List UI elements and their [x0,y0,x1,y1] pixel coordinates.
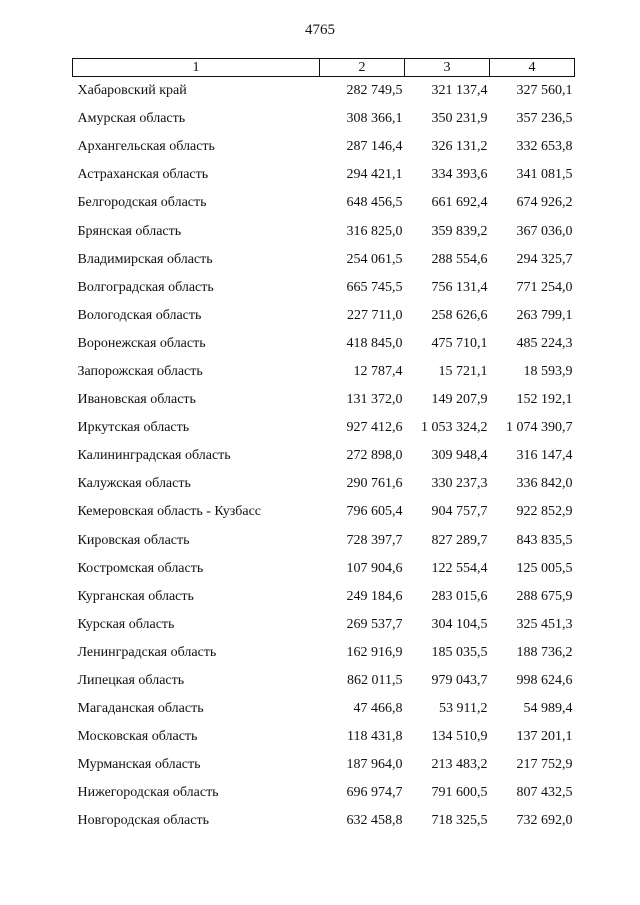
value-cell-col-3: 309 948,4 [431,448,488,464]
region-name-cell: Владимирская область [77,251,213,267]
region-name-cell: Хабаровский край [77,83,187,99]
table-row [73,330,575,358]
value-cell-col-2: 316 825,0 [346,223,403,239]
value-cell-col-2: 696 974,7 [346,785,403,801]
value-cell-col-2: 728 397,7 [346,532,403,548]
region-name-cell: Курганская область [77,588,194,604]
value-cell-col-3: 134 510,9 [431,729,488,745]
value-cell-col-4: 263 799,1 [516,307,573,323]
value-cell-col-2: 254 061,5 [346,251,403,267]
value-cell-col-2: 187 964,0 [346,757,403,773]
region-name-cell: Ивановская область [77,392,196,408]
value-cell-col-2: 131 372,0 [346,392,403,408]
value-cell-col-4: 336 842,0 [516,476,573,492]
value-cell-col-3: 15 721,1 [438,363,488,379]
region-name-cell: Кемеровская область - Кузбасс [77,504,262,520]
value-cell-col-3: 213 483,2 [431,757,488,773]
value-cell-col-4: 316 147,4 [516,448,573,464]
table-row [73,779,575,807]
region-name-cell: Кировская область [77,532,190,548]
value-cell-col-4: 807 432,5 [516,785,573,801]
value-cell-col-4: 357 236,5 [516,111,573,127]
value-cell-col-4: 325 451,3 [516,616,573,632]
table-row [73,161,575,189]
value-cell-col-2: 287 146,4 [346,139,403,155]
region-name-cell: Курская область [77,616,175,632]
value-cell-col-2: 269 537,7 [346,616,403,632]
table-row [73,274,575,302]
value-cell-col-4: 732 692,0 [516,813,573,829]
region-name-cell: Ленинградская область [77,644,217,660]
value-cell-col-3: 149 207,9 [431,392,488,408]
region-name-cell: Новгородская область [77,813,209,829]
table-row [73,807,575,835]
value-cell-col-3: 334 393,6 [431,167,488,183]
table-header [73,59,575,77]
value-cell-col-4: 367 036,0 [516,223,573,239]
column-header-2: 2 [320,59,405,77]
value-cell-col-2: 648 456,5 [346,195,403,211]
table-row [73,723,575,751]
value-cell-col-3: 53 911,2 [439,701,488,717]
table-row [73,77,575,106]
value-cell-col-4: 341 081,5 [516,167,573,183]
table-row [73,498,575,526]
region-name-cell: Волгоградская область [77,279,214,295]
region-name-cell: Астраханская область [77,167,209,183]
region-name-cell: Калининградская область [77,448,231,464]
table-row [73,386,575,414]
value-cell-col-2: 294 421,1 [346,167,403,183]
value-cell-col-3: 326 131,2 [431,139,488,155]
column-header-3: 3 [405,59,490,77]
table-row [73,246,575,274]
value-cell-col-2: 862 011,5 [347,673,403,689]
value-cell-col-2: 107 904,6 [346,560,403,576]
value-cell-col-4: 294 325,7 [516,251,573,267]
value-cell-col-4: 843 835,5 [516,532,573,548]
region-name-cell: Архангельская область [77,139,215,155]
value-cell-col-4: 152 192,1 [516,392,573,408]
value-cell-col-3: 827 289,7 [431,532,488,548]
table-row [73,527,575,555]
value-cell-col-2: 796 605,4 [346,504,403,520]
column-header-4: 4 [490,59,575,77]
value-cell-col-3: 661 692,4 [431,195,488,211]
table-body [73,77,575,836]
region-name-cell: Белгородская область [77,195,207,211]
table-row [73,133,575,161]
region-name-cell: Запорожская область [77,363,203,379]
value-cell-col-3: 122 554,4 [431,560,488,576]
value-cell-col-3: 979 043,7 [431,673,488,689]
value-cell-col-2: 290 761,6 [346,476,403,492]
value-cell-col-2: 418 845,0 [346,335,403,351]
column-header-1: 1 [73,59,320,77]
value-cell-col-3: 475 710,1 [431,335,488,351]
value-cell-col-2: 308 366,1 [346,111,403,127]
table-row [73,667,575,695]
table-row [73,583,575,611]
value-cell-col-3: 258 626,6 [431,307,488,323]
table-row [73,302,575,330]
table-row [73,414,575,442]
value-cell-col-2: 927 412,6 [346,420,403,436]
value-cell-col-4: 54 989,4 [523,701,573,717]
value-cell-col-4: 217 752,9 [516,757,573,773]
region-name-cell: Липецкая область [77,673,185,689]
value-cell-col-2: 12 787,4 [353,363,403,379]
region-name-cell: Магаданская область [77,701,204,717]
value-cell-col-3: 718 325,5 [431,813,488,829]
region-name-cell: Московская область [77,729,198,745]
table-row [73,611,575,639]
value-cell-col-2: 249 184,6 [346,588,403,604]
value-cell-col-4: 137 201,1 [516,729,573,745]
value-cell-col-2: 162 916,9 [346,644,403,660]
value-cell-col-3: 321 137,4 [431,83,488,99]
value-cell-col-4: 485 224,3 [516,335,573,351]
value-cell-col-2: 272 898,0 [346,448,403,464]
region-name-cell: Воронежская область [77,335,206,351]
value-cell-col-3: 288 554,6 [431,251,488,267]
region-name-cell: Иркутская область [77,420,190,436]
region-name-cell: Амурская область [77,111,186,127]
value-cell-col-2: 282 749,5 [346,83,403,99]
value-cell-col-3: 185 035,5 [431,644,488,660]
table-row [73,639,575,667]
value-cell-col-4: 188 736,2 [516,644,573,660]
value-cell-col-2: 47 466,8 [353,701,403,717]
region-name-cell: Костромская область [77,560,204,576]
table-row [73,442,575,470]
region-name-cell: Мурманская область [77,757,201,773]
value-cell-col-4: 327 560,1 [516,83,573,99]
value-cell-col-4: 1 074 390,7 [506,420,573,436]
value-cell-col-4: 922 852,9 [516,504,573,520]
value-cell-col-4: 125 005,5 [516,560,573,576]
region-name-cell: Калужская область [77,476,191,492]
value-cell-col-3: 904 757,7 [431,504,488,520]
table-row [73,105,575,133]
table-row [73,751,575,779]
region-name-cell: Брянская область [77,223,182,239]
value-cell-col-2: 632 458,8 [346,813,403,829]
value-cell-col-4: 674 926,2 [516,195,573,211]
table-row [73,695,575,723]
table-row [73,470,575,498]
value-cell-col-3: 1 053 324,2 [421,420,488,436]
value-cell-col-3: 359 839,2 [431,223,488,239]
value-cell-col-4: 771 254,0 [516,279,573,295]
region-name-cell: Нижегородская область [77,785,219,801]
value-cell-col-2: 227 711,0 [347,307,403,323]
value-cell-col-3: 350 231,9 [431,111,488,127]
value-cell-col-3: 304 104,5 [431,616,488,632]
value-cell-col-3: 756 131,4 [431,279,488,295]
value-cell-col-3: 791 600,5 [431,785,488,801]
value-cell-col-2: 118 431,8 [347,729,403,745]
table-row [73,555,575,583]
table-row [73,217,575,245]
region-name-cell: Вологодская область [77,307,202,323]
value-cell-col-4: 332 653,8 [516,139,573,155]
value-cell-col-3: 283 015,6 [431,588,488,604]
page-number: 4765 [305,22,335,38]
value-cell-col-3: 330 237,3 [431,476,488,492]
value-cell-col-4: 998 624,6 [516,673,573,689]
value-cell-col-4: 288 675,9 [516,588,573,604]
regional-data-table [72,58,575,836]
table-row [73,189,575,217]
value-cell-col-4: 18 593,9 [523,363,573,379]
table-row [73,358,575,386]
header-row [73,59,575,77]
value-cell-col-2: 665 745,5 [346,279,403,295]
